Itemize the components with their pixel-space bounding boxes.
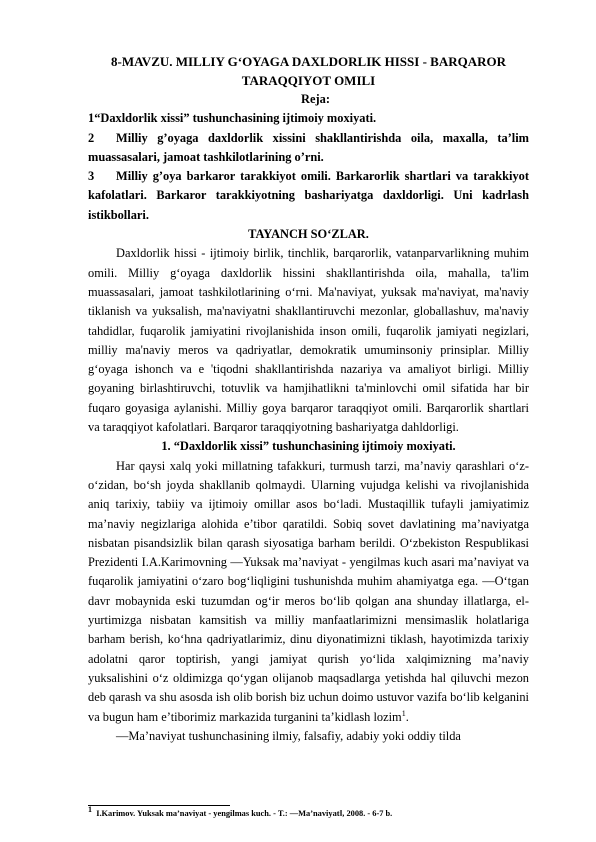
plan-item-1 [88, 109, 529, 128]
plan-number: 3 [88, 169, 95, 184]
plan-item-2 [88, 129, 529, 168]
next-paragraph: ―Ma’naviyat tushunchasining ilmiy, falsafiy, adabiy yoki oddiy tilda [116, 728, 461, 743]
plan-number: 2 [88, 130, 95, 145]
footnote-text: I.Karimov. Yuksak ma’naviyat - yengilmas kuch. - T.: ―Ma’naviyat‖, 2008. - 6-7 b. [96, 809, 393, 818]
section-paragraph: Har qaysi xalq yoki millatning tafakkuri, turmush tarzi, ma’naviy qarashlari o‘z-o‘zidan, bo‘sh joyda shakllanib qolmaydi. Ularning vujudga kelishi va rivojlanishida aniq tarixiy, tabiiy va ijtimoiy omillar asos bo‘ladi. Mustaqillik tufayli jamiyatimiz ma’naviy negizlariga alohida e’tibor qaratildi. Sobiq sovet davlatining ma’naviyatga nisbatan pisandsizlik bilan qarash siyosatiga barham berildi. O‘zbekiston Respublikasi Prezidenti I.A.Karimovning ―Yuksak ma’naviyat - yengilmas kuch asari ma’naviyat va fuqarolik jamiyatini o‘zaro bog‘liqligini tushunishda muhim ahamiyatga ega. ―O‘tgan davr mobaynida eski tuzumdan og‘ir meros bo‘lib qolgan ana shunday illatlarga, el-yurtimizga nisbatan kamsitish va milliy manfaatlarimizni mensimaslik holatlariga barham berish, ko‘hna qadriyatlarimiz, dinu diyonatimizni tiklash, hayotimizda tarixiy adolatni qaror toptirish, yangi jamiyat qurish yo‘lida xalqimizning ma’naviy yuksalishini o‘z oldimizga qo‘ygan olijanob maqsadlarga yetishda hal qiluvchi mezon deb qarash va shu asosda ish olib borish biz uchun doimo ustuvor vazifa bo‘lib kelganini va bugun ham e’tiborimiz markazida turganini ta’kidlash lozim$^1$. [88, 458, 529, 724]
plan-text: Milliy g’oya barkaror tarakkiyot omili. Barkarorlik shartlari va tarakkiyot kafolatlari. Barkaror tarakkiyotning bashariyatga daxldorligi. Uni kadrlash istikbollari. [88, 169, 529, 222]
footnote-reference[interactable]: 1 [401, 708, 406, 718]
plan-text: “Daxldorlik xissi” tushunchasining ijtimoiy moxiyati. [94, 111, 377, 126]
document-title: 8-MAVZU. MILLIY G‘OYAGA DAXLDORLIK HISSI - BARQAROR TARAQQIYOT OMILI [111, 54, 506, 88]
keywords-heading: TAYANCH SO‘ZLAR. [248, 227, 369, 242]
plan-number: 1 [88, 111, 95, 126]
plan-label: Reja: [301, 92, 330, 106]
footnote [88, 805, 393, 819]
footnote-number: 1 [88, 805, 92, 815]
section-paragraph-text: Har qaysi xalq yoki millatning tafakkuri, turmush tarzi, ma’naviy qarashlari o‘z-o‘zidan, bo‘sh joyda shakllanib qolmaydi. Ularning vujudga kelishi va rivojlanishida aniq tarixiy, tabiiy va ijtimoiy omillar asos bo‘ladi. Mustaqillik tufayli jamiyatimiz ma’naviy negizlariga alohida e’tibor qaratildi. Sobiq sovet davlatining ma’naviyatga nisbatan pisandsizlik bilan qarash siyosatiga barham berildi. O‘zbekiston Respublikasi Prezidenti I.A.Karimovning ―Yuksak ma’naviyat - yengilmas kuch asari ma’naviyat va fuqarolik jamiyatini o‘zaro bog‘liqligini tushunishda muhim ahamiyatga ega. ―O‘tgan davr mobaynida eski tuzumdan og‘ir meros bo‘lib qolgan ana shunday illatlarga, el-yurtimizga nisbatan kamsitish va milliy manfaatlarimizni mensimaslik holatlariga barham berish, ko‘hna qadriyatlarimiz, dinu diyonatimizni tiklash, hayotimizda tarixiy adolatni qaror toptirish, yangi jamiyat qurish yo‘lida xalqimizning ma’naviy yuksalishini o‘z oldimizga qo‘ygan olijanob maqsadlarga yetishda hal qiluvchi mezon deb qarash va shu asosda ish olib borish biz uchun doimo ustuvor vazifa bo‘lib kelganini va bugun ham e’tiborimiz markazida turganini ta’kidlash lozim [88, 458, 529, 724]
keywords-paragraph: Daxldorlik hissi - ijtimoiy birlik, tinchlik, barqarorlik, vatanparvarlikning muhim omili. Milliy g‘oyaga daxldorlik hissini shakllantirishda oila, mahalla, ta'lim muassasalari, jamoat tashkilotlarining o‘rni. Ma'naviyat, yuksak ma'naviyat, ma'naviy tiklanish va yuksalish, ma'naviyatni shakllantiruvchi mezonlar, globallashuv, ma'naviy tahdidlar, fuqarolik jamiyatini rivojlanishida inson omili, fuqarolik jamiyati negizlari, milliy ma'naviy meros va qadriyatlar, demokratik umuminsoniy prinsiplar. Milliy g‘oyaga ishonch va e 'tiqodni shakllantirishda nazariya va amaliyot birligi. Milliy goyaning birlashtiruvchi, totuvlik va hamjihatlikni ta'minlovchi omil sifatida har bir fuqaro goyasiga aylanishi. Milliy goya barqaror taraqqiyot omili. Barqarorlik shartlari va taraqqiyot kafolatlari. Barqaror taraqqiyotning bashariyatga dahldorligi. [88, 246, 529, 435]
footnote-divider [88, 805, 230, 806]
section-heading: 1. “Daxldorlik xissi” tushunchasining ijtimoiy moxiyati. [161, 439, 456, 454]
document-page [88, 52, 529, 746]
plan-text: Milliy g’oyaga daxldorlik xissini shakllantirishda oila, maxalla, ta’lim muassasalari, jamoat tashkilotlarining o’rni. [88, 130, 529, 164]
plan-item-3 [88, 167, 529, 225]
